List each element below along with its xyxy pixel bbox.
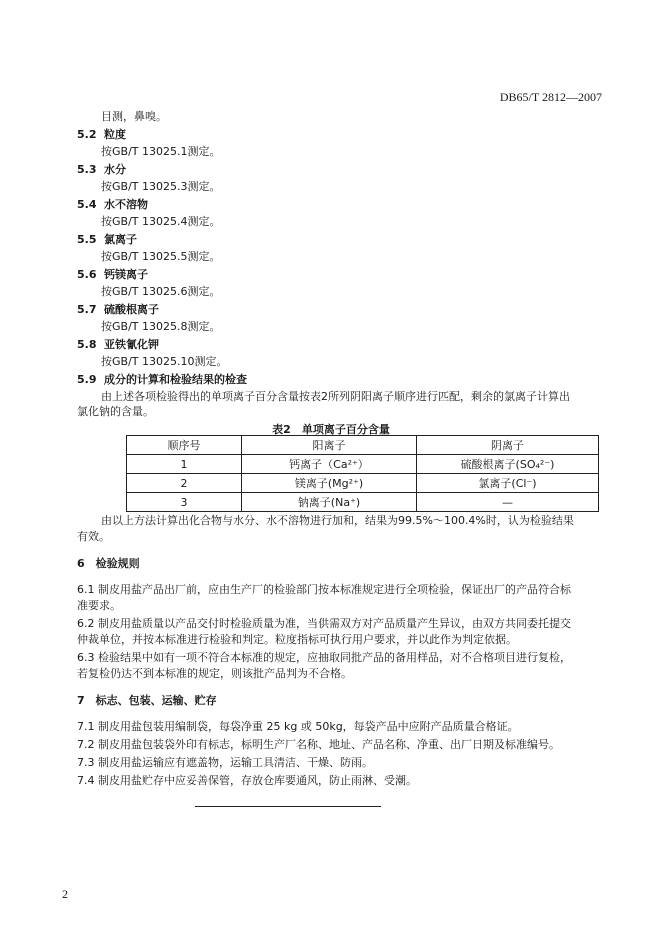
section-5-4-text: 按GB/T 13025.4测定。 (101, 215, 221, 228)
section-5-8-text: 按GB/T 13025.10测定。 (101, 355, 228, 368)
section-5-6-heading (77, 268, 148, 282)
table-row (127, 474, 599, 493)
section-number: 5.2 (77, 128, 97, 141)
section-5-6-text: 按GB/T 13025.6测定。 (101, 285, 221, 298)
section-number: 5.8 (77, 338, 97, 351)
section-number: 5.3 (77, 163, 97, 176)
section-5-7-heading (77, 303, 159, 317)
table2-caption: 表2 单项离子百分含量 (272, 423, 390, 436)
table-cell: 3 (127, 493, 242, 512)
section-title: 成分的计算和检验结果的检查 (104, 373, 247, 386)
section-title: 钙镁离子 (104, 268, 148, 281)
result-para-line2: 有效。 (77, 530, 110, 543)
section-5-7-text: 按GB/T 13025.8测定。 (101, 320, 221, 333)
section-title: 亚铁氰化钾 (104, 338, 159, 351)
section-number: 5.7 (77, 303, 97, 316)
clause-7-4: 7.4 制皮用盐贮存中应妥善保管，存放仓库要通风，防止雨淋、受潮。 (77, 774, 417, 787)
table-row (127, 455, 599, 474)
clause-6-2-line2: 仲裁单位，并按本标准进行检验和判定。粒度指标可执行用户要求，并以此作为判定依据。 (77, 633, 517, 646)
section-title: 水不溶物 (104, 198, 148, 211)
section-5-5-heading (77, 233, 137, 247)
ion-table (126, 435, 599, 512)
document-code: DB65/T 2812—2007 (499, 90, 602, 104)
table-header-cell: 阳离子 (242, 436, 417, 455)
table-row (127, 493, 599, 512)
section-5-8-heading (77, 338, 159, 352)
table-cell: 钠离子(Na⁺) (242, 493, 417, 512)
section-5-5-text: 按GB/T 13025.5测定。 (101, 250, 221, 263)
section-title: 氯离子 (104, 233, 137, 246)
clause-7-2: 7.2 制皮用盐包装袋外印有标志，标明生产厂名称、地址、产品名称、净重、出厂日期及标准编号。 (77, 738, 560, 751)
section-5-2-text: 按GB/T 13025.1测定。 (101, 145, 221, 158)
section-5-4-heading (77, 198, 148, 212)
table-cell: 硫酸根离子(SO₄²⁻) (417, 455, 599, 474)
chapter-7-title: 7 标志、包装、运输、贮存 (77, 694, 217, 707)
page-number: 2 (62, 887, 68, 901)
chapter-6-title: 6 检验规则 (77, 557, 140, 570)
section-5-3-heading (77, 163, 126, 177)
intro-line: 目测，鼻嗅。 (101, 110, 167, 123)
result-para-line1: 由以上方法计算出化合物与水分、水不溶物进行加和，结果为99.5%～100.4%时，认为检验结果 (101, 514, 574, 527)
section-5-3-text: 按GB/T 13025.3测定。 (101, 180, 221, 193)
clause-6-3-line2: 若复检仍达不到本标准的规定，则该批产品判为不合格。 (77, 667, 352, 680)
section-number: 5.5 (77, 233, 97, 246)
clause-6-2-line1: 6.2 制皮用盐质量以产品交付时检验质量为准，当供需双方对产品质量产生异议，由双方共同委托提交 (77, 617, 571, 630)
clause-7-3: 7.3 制皮用盐运输应有遮盖物，运输工具清洁、干燥、防雨。 (77, 756, 373, 769)
section-title: 水分 (104, 163, 126, 176)
section-title: 粒度 (104, 128, 126, 141)
table-cell: 2 (127, 474, 242, 493)
table-cell: 1 (127, 455, 242, 474)
table-cell: 氯离子(Cl⁻) (417, 474, 599, 493)
table-cell: — (417, 493, 599, 512)
clause-7-1: 7.1 制皮用盐包装用编制袋，每袋净重 25 kg 或 50kg，每袋产品中应附产品质量合格证。 (77, 720, 519, 733)
table-header-cell: 阴离子 (417, 436, 599, 455)
table-header-cell: 顺序号 (127, 436, 242, 455)
clause-6-1-line2: 准要求。 (77, 599, 121, 612)
section-number: 5.6 (77, 268, 97, 281)
section-number: 5.4 (77, 198, 97, 211)
table-header-row (127, 436, 599, 455)
end-rule (195, 806, 381, 807)
section-5-9-para-line1: 由上述各项检验得出的单项离子百分含量按表2所列阴阳离子顺序进行匹配，剩余的氯离子计算出 (101, 390, 570, 403)
clause-6-1-line1: 6.1 制皮用盐产品出厂前，应由生产厂的检验部门按本标准规定进行全项检验，保证出厂的产品符合标 (77, 583, 571, 596)
section-5-9-heading (77, 373, 247, 387)
section-title: 硫酸根离子 (104, 303, 159, 316)
table-cell: 钙离子（Ca²⁺） (242, 455, 417, 474)
section-5-9-para-line2: 氯化钠的含量。 (77, 405, 154, 418)
table-cell: 镁离子(Mg²⁺) (242, 474, 417, 493)
section-5-2-heading (77, 128, 126, 142)
section-number: 5.9 (77, 373, 97, 386)
clause-6-3-line1: 6.3 检验结果中如有一项不符合本标准的规定，应抽取同批产品的备用样品，对不合格项目进行复检， (77, 651, 571, 664)
